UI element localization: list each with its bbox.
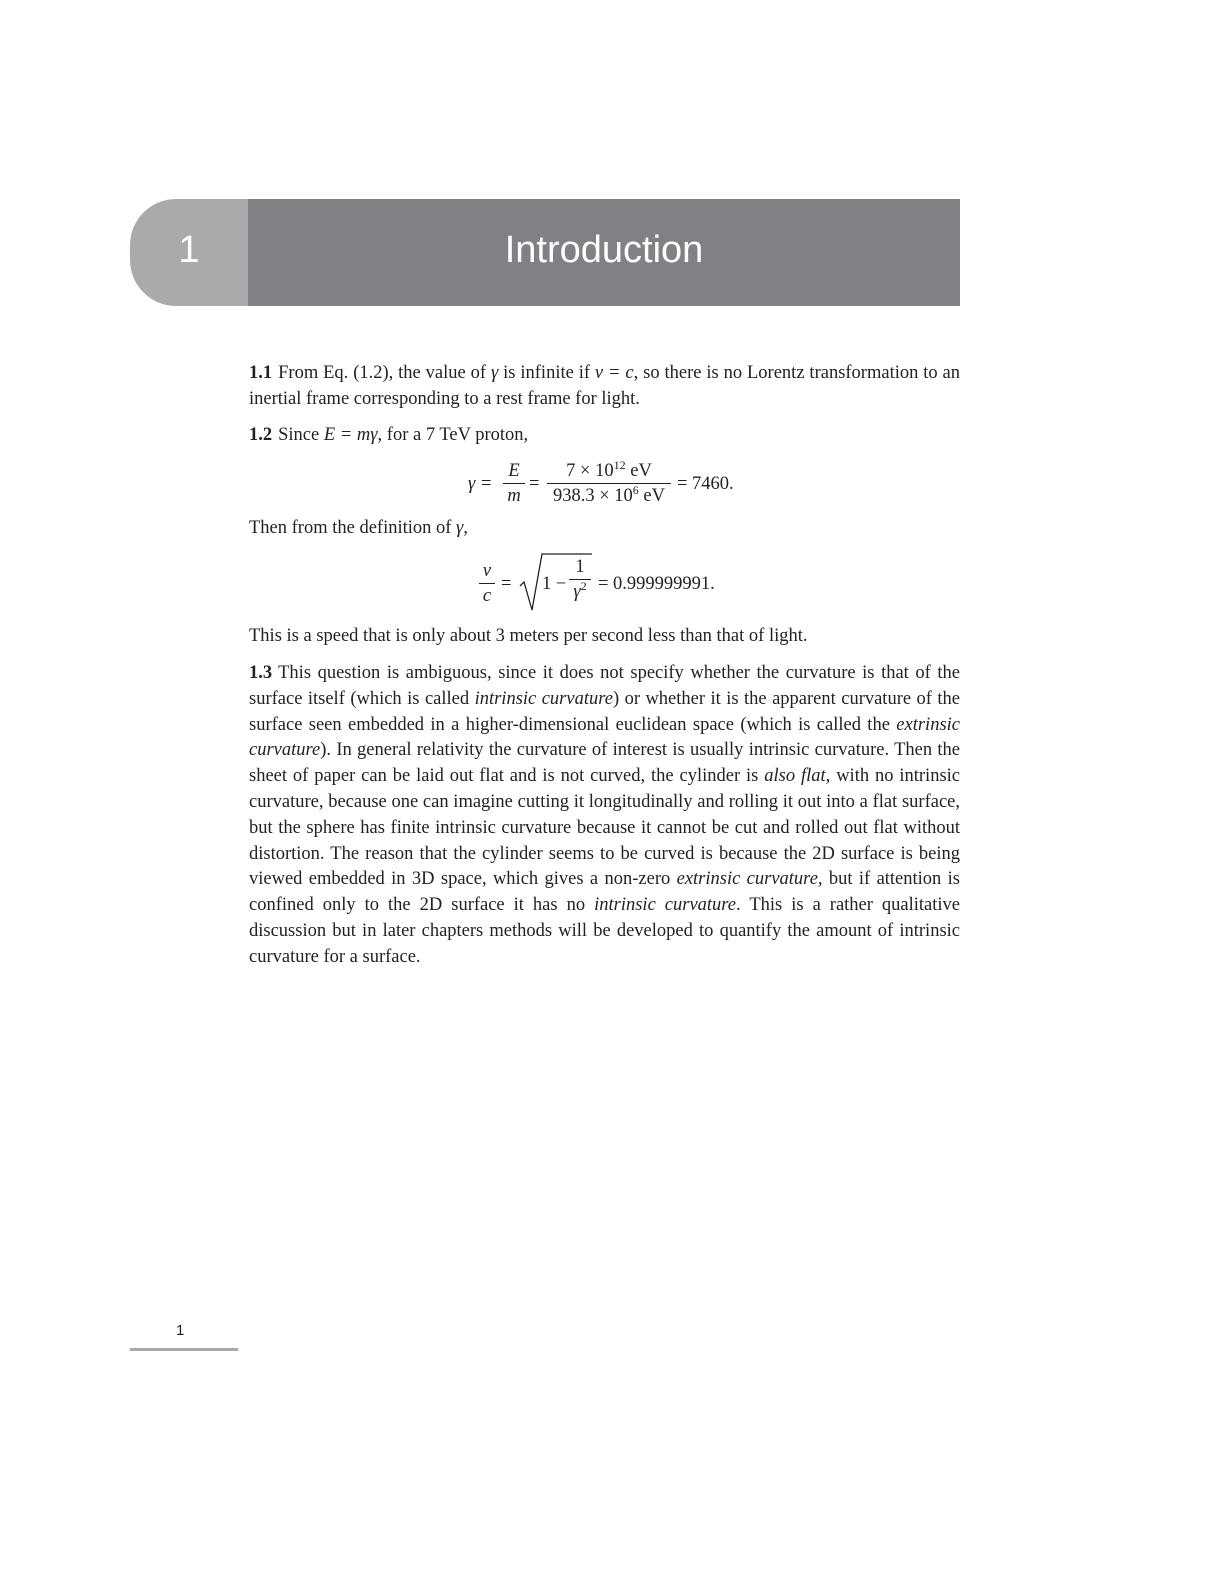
problem-label: 1.2 — [249, 425, 273, 445]
fraction-v-over-c: v c — [479, 560, 495, 607]
problem-label: 1.3 — [249, 663, 273, 683]
problem-1-1: 1.1 From Eq. (1.2), the value of γ is infinite if v = c, so there is no Lorentz transformation to an inertial frame corresponding to a rest frame for light. — [249, 363, 960, 409]
problem-label: 1.1 — [249, 363, 273, 383]
chapter-title-box — [248, 199, 960, 306]
problem-1-3: 1.3 This question is ambiguous, since it does not specify whether the curvature is that of the surface itself (which is called intrinsic curvature) or whether it is the apparent curvature of the surface seen embedded in a higher-dimensional euclidean space (which is called the extrinsic curvature). In general relativity the curvature of interest is usually intrinsic curvature. Then the sheet of paper can be laid out flat and is not curved, the cylinder is also flat, with no intrinsic curvature, because one can imagine cutting it longitudinally and rolling it out into a flat surface, but the sphere has finite intrinsic curvature because it cannot be cut and rolled out flat without distortion. The reason that the cylinder seems to be curved is because the 2D surface is being viewed embedded in 3D space, which gives a non-zero extrinsic curvature, but if attention is confined only to the 2D surface it has no intrinsic curvature. This is a rather qualitative discussion but in later chapters methods will be developed to quantify the amount of intrinsic curvature for a surface. — [249, 663, 961, 967]
fraction-one-over-gamma-squared: 1 $\gamma^2$ — [569, 556, 591, 603]
fraction-energy-ratio: $7 \times 10^{12}$ eV $938.3 \times 10^6$ eV — [547, 460, 671, 507]
equation-velocity: v c = 1 − 1 $\gamma^2$ = 0.999999991. — [249, 552, 960, 620]
then-paragraph: Then from the definition of γ, — [249, 518, 468, 538]
chapter-banner — [130, 199, 960, 306]
problem-1-2: 1.2 Since E = mγ, for a 7 TeV proton, — [249, 425, 529, 445]
chapter-title: Introduction — [504, 229, 704, 271]
footer-rule — [130, 1348, 238, 1351]
equation-gamma: γ = E m = $7 \times 10^{12}$ eV $938.3 \times 10^6$ eV = 7460. — [468, 458, 734, 506]
speed-paragraph: This is a speed that is only about 3 meters per second less than that of light. — [249, 626, 808, 646]
fraction-e-over-m: E m — [503, 460, 525, 507]
chapter-number: 1 — [178, 229, 200, 271]
chapter-number-box — [130, 199, 248, 306]
page-number: 1 — [176, 1322, 185, 1339]
